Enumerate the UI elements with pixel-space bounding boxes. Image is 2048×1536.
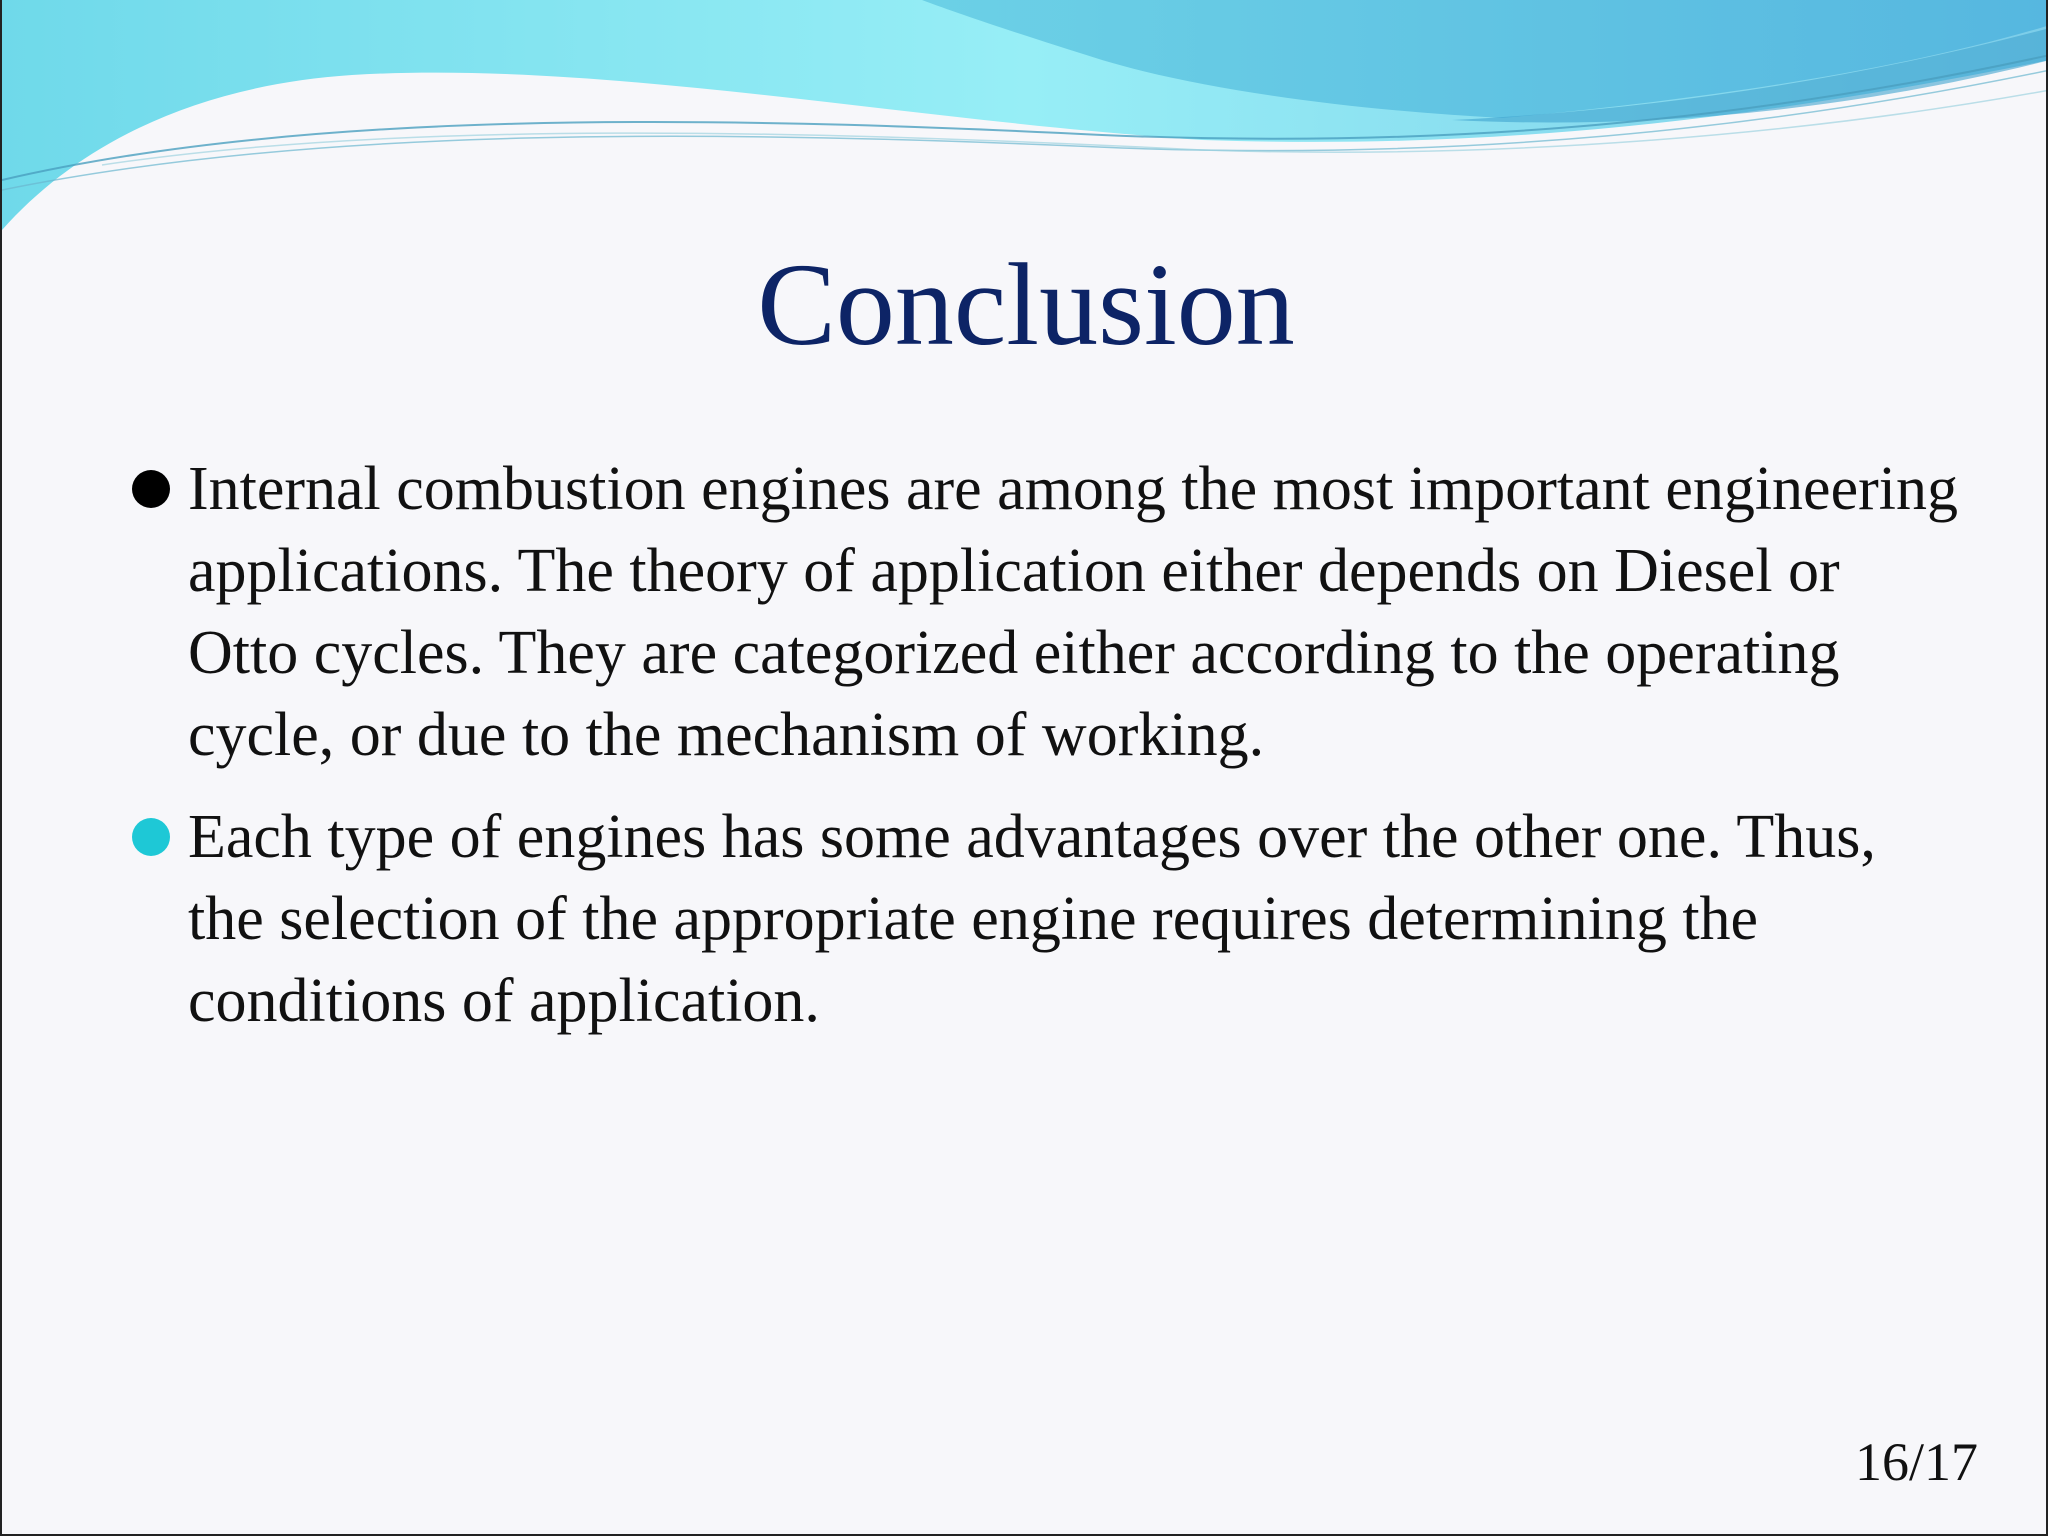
bullet-text: Each type of engines has some advantages over the other one. Thus, the selection of the appropriate engine requires determining the conditions of application. (188, 803, 1876, 1035)
bullet-item (132, 796, 1962, 1042)
bullet-list (132, 448, 1962, 1062)
cyan-bullet-icon (132, 818, 170, 856)
bullet-item (132, 448, 1962, 776)
bullet-text: Internal combustion engines are among the most important engineering applications. The theory of application either depends on Diesel or Otto cycles. They are categorized either according to the operating cycle, or due to the mechanism of working. (188, 455, 1958, 769)
header-wave-decoration (2, 0, 2048, 240)
black-bullet-icon (132, 470, 170, 508)
page-number: 16/17 (1854, 1432, 1978, 1492)
slide-title: Conclusion (757, 239, 1295, 370)
